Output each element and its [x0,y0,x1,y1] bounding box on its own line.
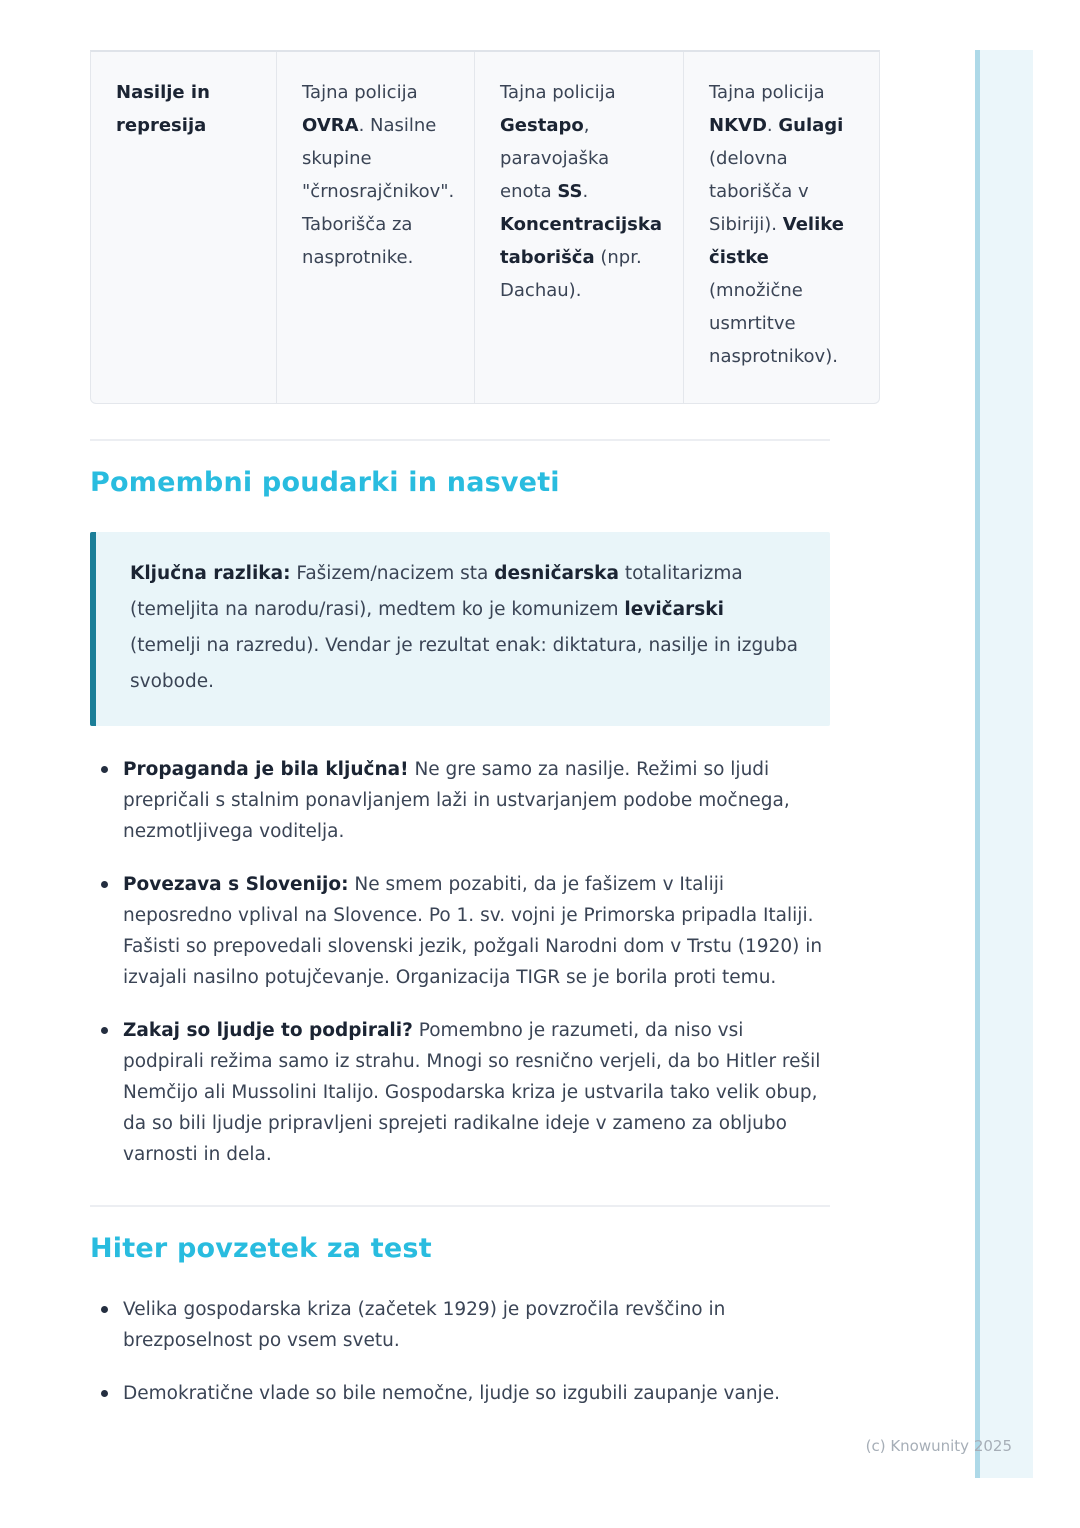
highlights-list [90,754,830,1170]
list-item-economic-crisis: Velika gospodarska kriza (začetek 1929) je povzročila revščino in brezposelnost po vsem svetu. [90,1294,830,1356]
list-item-propaganda: Propaganda je bila ključna! Ne gre samo za nasilje. Režimi so ljudi prepričali s stalnim ponavljanjem laži in ustvarjanjem podobe močnega, nezmotljivega voditelja. [90,754,830,847]
list-item-slovenia-connection: Povezava s Slovenijo: Ne smem pozabiti, da je fašizem v Italiji neposredno vplival na Slovence. Po 1. sv. vojni je Primorska pripadla Italiji. Fašisti so prepovedali slovenski jezik, požgali Narodni dom v Trstu (1920) in izvajali nasilno potujčevanje. Organizacija TIGR se je borila proti temu. [90,869,830,993]
copyright-footer: (c) Knowunity 2025 [865,1437,1012,1455]
section-divider-top [90,439,830,441]
key-difference-callout [90,532,830,726]
table-cell-fascism-repression: Tajna policija OVRA. Nasilne skupine "črnosrajčnikov". Taborišča za nasprotnike. [277,52,475,403]
summary-list [90,1294,830,1409]
page-edge-stripe [975,50,1033,1478]
list-item-why-supported: Zakaj so ljudje to podpirali? Pomembno je razumeti, da niso vsi podpirali režima samo iz strahu. Mnogi so resnično verjeli, da bo Hitler rešil Nemčijo ali Mussolini Italijo. Gospodarska kriza je ustvarila tako velik obup, da so bili ljudje pripravljeni sprejeti radikalne ideje v zameno za obljubo varnosti in dela. [90,1015,830,1170]
list-item-weak-democracies: Demokratične vlade so bile nemočne, ljudje so izgubili zaupanje vanje. [90,1378,830,1409]
comparison-table [90,50,880,404]
summary-section-title: Hiter povzetek za test [90,1233,432,1264]
table-cell-nazism-repression: Tajna policija Gestapo, paravojaška enota SS. Koncentracijska taborišča (npr. Dachau). [475,52,684,403]
highlights-section-title: Pomembni poudarki in nasveti [90,467,560,498]
section-divider-bottom [90,1205,830,1207]
table-row-header: Nasilje in represija [91,52,277,403]
table-cell-communism-repression: Tajna policija NKVD. Gulagi (delovna taborišča v Sibiriji). Velike čistke (množične usmrtitve nasprotnikov). [709,82,844,367]
page-content [90,50,844,1431]
callout-text: Ključna razlika: Fašizem/nacizem sta desničarska totalitarizma (temeljita na narodu/rasi), medtem ko je komunizem levičarski (temelji na razredu). Vendar je rezultat enak: diktatura, nasilje in izguba svobode. [130,563,799,692]
